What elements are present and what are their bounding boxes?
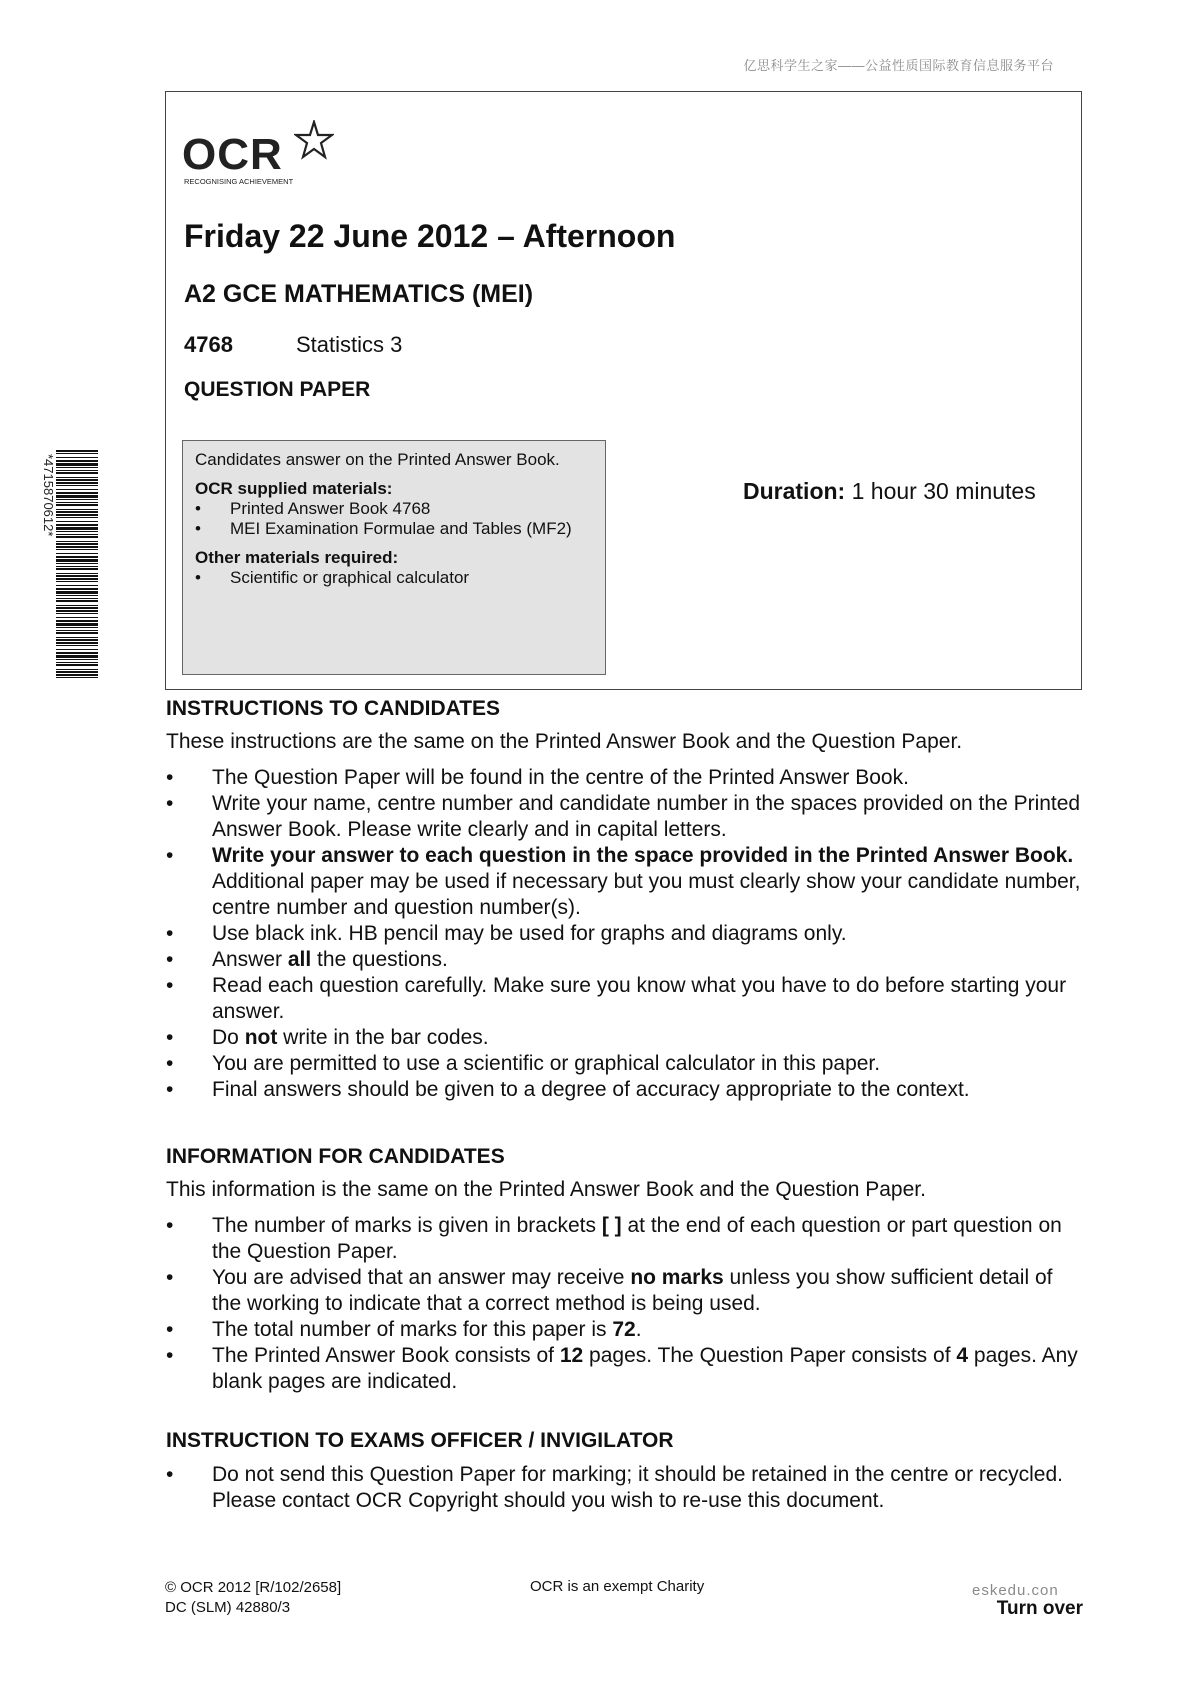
barcode-bar	[56, 563, 98, 564]
supplied-materials-heading: OCR supplied materials:	[195, 479, 393, 498]
barcode-bar	[56, 472, 98, 474]
information-text-part: 12	[559, 1344, 584, 1367]
bullet-icon: •	[195, 519, 201, 538]
barcode-bar	[56, 450, 98, 452]
instruction-item	[166, 1051, 1086, 1077]
instructions-intro: These instructions are the same on the Printed Answer Book and the Question Paper.	[166, 730, 963, 753]
barcode-text: *4715870612*	[41, 454, 56, 537]
instruction-text-part: not	[244, 1026, 278, 1049]
information-item	[166, 1317, 1086, 1343]
bullet-icon: •	[166, 1078, 174, 1101]
instruction-text-part: Do	[212, 1026, 245, 1049]
barcode-bar	[56, 553, 98, 554]
supplied-material-label: Printed Answer Book 4768	[230, 499, 431, 518]
barcode-bar	[56, 677, 98, 678]
exam-unit: Statistics 3	[296, 332, 403, 357]
information-text-part: .	[635, 1318, 642, 1341]
cover-box	[165, 91, 1082, 690]
bullet-icon: •	[166, 844, 174, 867]
barcode-bar	[56, 671, 98, 673]
barcode-bar	[56, 659, 98, 660]
instruction-item	[166, 947, 1086, 973]
officer-instruction-text	[212, 1462, 1086, 1514]
instruction-text	[212, 1077, 970, 1103]
instruction-text	[212, 765, 909, 791]
barcode-bar	[56, 669, 98, 670]
instruction-text-part: Final answers should be given to a degree of accuracy appropriate to the context.	[212, 1078, 970, 1101]
barcode-bar	[56, 578, 98, 580]
instructions-heading: INSTRUCTIONS TO CANDIDATES	[166, 697, 501, 720]
instruction-text	[212, 843, 1086, 921]
barcode-bar	[56, 591, 98, 594]
barcode-bar	[56, 652, 98, 654]
barcode-bar	[56, 585, 98, 586]
barcode-bar	[56, 531, 98, 532]
materials-box	[182, 440, 606, 675]
duration-value: 1 hour 30 minutes	[845, 478, 1036, 504]
bullet-icon: •	[166, 922, 174, 945]
barcode-bar	[56, 617, 98, 618]
information-text-part: 4	[956, 1344, 969, 1367]
barcode-bar	[56, 536, 98, 538]
barcode-bar	[56, 610, 98, 612]
footer-copyright: © OCR 2012 [R/102/2658]	[165, 1579, 342, 1596]
bullet-icon: •	[195, 568, 201, 587]
instruction-item	[166, 765, 1086, 791]
barcode-bar	[56, 568, 98, 570]
information-item	[166, 1213, 1086, 1265]
barcode-bar	[56, 546, 98, 548]
barcode-bar	[56, 605, 98, 606]
instruction-text-part: Write your answer to each question in the space provided in the Printed Answer Book.	[212, 844, 1074, 867]
information-text-part: 72	[612, 1318, 636, 1341]
barcode-bar	[56, 470, 98, 471]
instruction-text	[212, 1051, 880, 1077]
instruction-item	[166, 1025, 1086, 1051]
officer-instruction-text-part: Do not send this Question Paper for marking; it should be retained in the centre or recycled. Please contact OCR Copyright should you wish to re-use this document.	[212, 1463, 1063, 1512]
barcode-bar	[56, 499, 98, 500]
information-text-part: [ ]	[601, 1214, 622, 1237]
barcode-bar	[56, 541, 98, 542]
barcode-bar	[56, 479, 98, 481]
footer-charity: OCR is an exempt Charity	[530, 1578, 705, 1595]
barcode-bar	[56, 460, 98, 462]
barcode-bar	[56, 524, 98, 526]
bullet-icon: •	[166, 792, 174, 815]
information-text-part: no marks	[630, 1266, 724, 1289]
instruction-text	[212, 921, 847, 947]
information-text-part: pages. The Question Paper consists of	[583, 1344, 957, 1367]
barcode-bar	[56, 655, 98, 658]
instruction-item	[166, 973, 1086, 1025]
instruction-item	[166, 843, 1086, 921]
instruction-text-part: You are permitted to use a scientific or graphical calculator in this paper.	[212, 1052, 881, 1075]
instruction-text-part: Use black ink. HB pencil may be used for graphs and diagrams only.	[212, 922, 847, 945]
bullet-icon: •	[166, 1266, 174, 1289]
barcode-bar	[56, 467, 98, 468]
instruction-item	[166, 921, 1086, 947]
barcode-bar	[56, 521, 98, 522]
officer-instruction-item	[166, 1462, 1086, 1514]
barcode-bar	[56, 492, 98, 494]
barcode-bar	[56, 637, 98, 638]
barcode-bar	[56, 511, 98, 513]
officer-list	[166, 1462, 1086, 1514]
information-text	[212, 1213, 1086, 1265]
other-material-label: Scientific or graphical calculator	[230, 568, 470, 587]
duration-label: Duration:	[743, 478, 846, 504]
exam-date: Friday 22 June 2012 – Afternoon	[184, 218, 676, 254]
barcode-bar	[56, 566, 98, 567]
barcode-bar	[56, 485, 98, 486]
bullet-icon: •	[166, 948, 174, 971]
instruction-item	[166, 1077, 1086, 1103]
barcode-bar	[56, 517, 98, 518]
instruction-text-part: Answer	[212, 948, 288, 971]
other-material	[195, 568, 593, 588]
supplied-materials-list	[195, 499, 593, 539]
barcode-bar	[56, 477, 98, 478]
bullet-icon: •	[166, 1214, 174, 1237]
footer-code: DC (SLM) 42880/3	[165, 1599, 291, 1616]
instruction-text-part: all	[287, 948, 312, 971]
barcode-bar	[56, 674, 98, 676]
information-list	[166, 1213, 1086, 1395]
information-text-part: unless you show sufficient detail of the working to indicate that a correct method is being used.	[212, 1266, 1053, 1315]
exam-code-row	[184, 332, 402, 358]
bullet-icon: •	[166, 1344, 174, 1367]
instruction-text-part: The Question Paper will be found in the centre of the Printed Answer Book.	[212, 766, 909, 789]
barcode-bar	[56, 664, 98, 666]
exam-code: 4768	[184, 332, 233, 357]
supplied-material	[195, 519, 593, 539]
barcode-bar	[56, 607, 98, 609]
barcode-bar	[56, 534, 98, 535]
information-text-part: You are advised that an answer may receive	[212, 1266, 631, 1289]
barcode-bar	[56, 482, 98, 484]
barcode-bar	[56, 595, 98, 596]
supplied-material	[195, 499, 593, 519]
instruction-text-part: Write your name, centre number and candidate number in the spaces provided on the Printed Answer Book. Please write clearly and in capital letters.	[212, 792, 1081, 841]
instruction-text-part: Read each question carefully. Make sure you know what you have to do before starting your answer.	[212, 974, 1067, 1023]
barcode-bar	[56, 623, 98, 626]
information-item	[166, 1265, 1086, 1317]
barcode-bar	[56, 453, 98, 454]
instruction-text	[212, 791, 1086, 843]
barcode-bar	[56, 600, 98, 602]
information-text	[212, 1265, 1086, 1317]
instruction-text-part: Additional paper may be used if necessary but you must clearly show your candidate number, centre number and question number(s).	[212, 870, 1081, 919]
barcode-bar	[56, 495, 98, 498]
barcode-bar	[56, 588, 98, 590]
barcode-bar	[56, 549, 98, 550]
barcode-bar	[56, 598, 98, 599]
instruction-text-part: the questions.	[311, 948, 448, 971]
barcode-bar	[56, 662, 98, 663]
turn-over: Turn over	[996, 1598, 1083, 1619]
barcode-bar	[56, 649, 98, 650]
supplied-material-label: MEI Examination Formulae and Tables (MF2)	[230, 519, 572, 538]
officer-heading: INSTRUCTION TO EXAMS OFFICER / INVIGILATOR	[166, 1429, 674, 1452]
instruction-text	[212, 947, 448, 973]
other-materials-heading: Other materials required:	[195, 548, 399, 567]
bullet-icon: •	[166, 1318, 174, 1341]
instructions-list	[166, 765, 1086, 1103]
information-item	[166, 1343, 1086, 1395]
barcode-bar	[56, 504, 98, 506]
barcode-bar	[56, 632, 98, 634]
ocr-star-icon	[294, 120, 334, 160]
information-text-part: pages. Any blank pages are indicated.	[212, 1344, 1078, 1393]
instruction-text	[212, 973, 1086, 1025]
information-heading: INFORMATION FOR CANDIDATES	[166, 1145, 505, 1168]
other-materials-list	[195, 568, 593, 588]
barcode-bar	[56, 556, 98, 558]
footer-watermark: eskedu.con	[972, 1582, 1059, 1599]
information-text-part: The number of marks is given in brackets	[212, 1214, 602, 1237]
information-text-part: The Printed Answer Book consists of	[212, 1344, 560, 1367]
barcode-bar	[56, 630, 98, 631]
instruction-text	[212, 1025, 489, 1051]
instruction-item	[166, 791, 1086, 843]
barcode-bar	[56, 575, 98, 577]
barcode	[36, 450, 98, 682]
bullet-icon: •	[166, 1463, 174, 1486]
barcode-bar	[56, 559, 98, 562]
barcode-bar	[56, 527, 98, 530]
barcode-bar	[56, 457, 98, 458]
logo-tagline: RECOGNISING ACHIEVEMENT	[184, 177, 294, 186]
bullet-icon: •	[166, 1026, 174, 1049]
bullet-icon: •	[195, 499, 201, 518]
information-text	[212, 1343, 1086, 1395]
duration	[743, 478, 1036, 505]
barcode-bar	[56, 543, 98, 545]
bullet-icon: •	[166, 766, 174, 789]
barcode-bar	[56, 463, 98, 466]
barcode-bar	[56, 642, 98, 644]
ocr-logo	[182, 120, 342, 190]
information-intro: This information is the same on the Printed Answer Book and the Question Paper.	[166, 1178, 926, 1201]
exam-subject: A2 GCE MATHEMATICS (MEI)	[184, 280, 534, 308]
barcode-bar	[56, 489, 98, 490]
information-text	[212, 1317, 642, 1343]
barcode-bar	[56, 645, 98, 646]
answer-on-text: Candidates answer on the Printed Answer Book.	[195, 450, 560, 469]
paper-type: QUESTION PAPER	[184, 378, 371, 401]
bullet-icon: •	[166, 974, 174, 997]
footer-left	[165, 1578, 341, 1618]
information-text-part: at the end of each question or part question on the Question Paper.	[212, 1214, 1062, 1263]
barcode-bar	[56, 613, 98, 614]
barcode-bar	[56, 514, 98, 516]
barcode-bar	[56, 581, 98, 582]
barcode-bar	[56, 639, 98, 641]
barcode-bar	[56, 573, 98, 574]
information-text-part: The total number of marks for this paper is	[212, 1318, 613, 1341]
bullet-icon: •	[166, 1052, 174, 1075]
watermark-top: 亿思科学生之家——公益性质国际教育信息服务平台	[743, 58, 1054, 73]
barcode-bar	[56, 509, 98, 510]
instruction-text-part: write in the bar codes.	[277, 1026, 489, 1049]
barcode-bar	[56, 627, 98, 628]
logo-text: OCR	[182, 130, 283, 179]
barcode-bar	[56, 620, 98, 622]
barcode-bar	[56, 502, 98, 503]
